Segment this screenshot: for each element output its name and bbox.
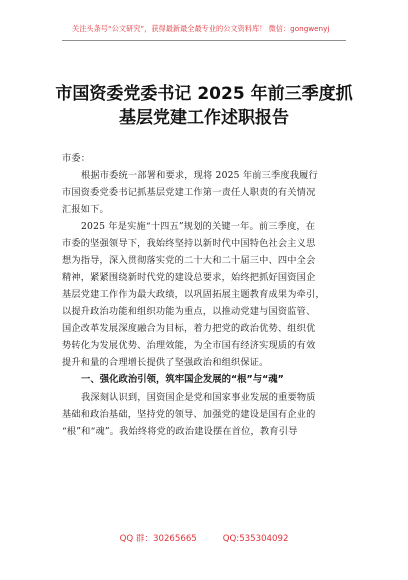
paragraph-2-line: 提升和量的合理增长提供了坚强政治和组织保证。 [62, 357, 269, 368]
paragraph-3-line: “根”和“魂”。我始终将党的政治建设摆在首位，教育引导 [62, 426, 298, 437]
paragraph-2-line: 国企改革发展深度融合为目标，着力把党的政治优势、组织优 [62, 323, 316, 334]
footer-qq: QQ:535304092 [222, 534, 289, 544]
header-banner-text: 关注头条号“公文研究”，获得最新最全最专业的公文资料库！ 微信：gongwenyj [72, 24, 330, 33]
paragraph-2-line: 基层党建工作作为最大政绩，以巩固拓展主题教育成果为牵引， [62, 289, 325, 300]
paragraph-1-line: 汇报如下。 [62, 204, 109, 215]
paragraph-2-line: 精神，紧紧围绕新时代党的建设总要求，始终把抓好国资国企 [62, 272, 316, 283]
paragraph-2-line: 势转化为发展优势、治理效能，为全市国有经济实现质的有效 [62, 340, 316, 351]
paragraph-1 [62, 167, 352, 218]
document-body [62, 150, 352, 440]
header-banner [62, 18, 346, 41]
footer-contact [0, 532, 408, 544]
title-line-2: 基层党建工作述职报告 [119, 108, 289, 128]
title-line-1: 市国资委党委书记 2025 年前三季度抓 [55, 84, 353, 104]
paragraph-3 [62, 389, 352, 440]
salutation: 市委： [62, 153, 91, 164]
paragraph-1-line: 市国资委党委书记抓基层党建工作第一责任人职责的有关情况 [62, 187, 316, 198]
footer-qq-group: QQ 群：30265665 [119, 534, 197, 544]
paragraph-2-line: 以提升政治功能和组织功能为重点，以推动党建与国资监管、 [62, 306, 316, 317]
paragraph-2-line: 2025 年是实施“十四五”规划的关键一年。前三季度，在 [81, 221, 316, 232]
document-title [36, 82, 372, 130]
section-heading-1: 一、强化政治引领，筑牢国企发展的“根”与“魂” [81, 374, 284, 385]
paragraph-2 [62, 218, 352, 371]
paragraph-2-line: 市委的坚强领导下，我始终坚持以新时代中国特色社会主义思 [62, 238, 316, 249]
paragraph-2-line: 想为指导，深入贯彻落实党的二十大和二十届三中、四中全会 [62, 255, 316, 266]
paragraph-1-line: 根据市委统一部署和要求，现将 2025 年前三季度我履行 [81, 170, 318, 181]
paragraph-3-line: 我深刻认识到，国资国企是党和国家事业发展的重要物质 [81, 392, 316, 403]
paragraph-3-line: 基础和政治基础，坚持党的领导、加强党的建设是国有企业的 [62, 409, 316, 420]
